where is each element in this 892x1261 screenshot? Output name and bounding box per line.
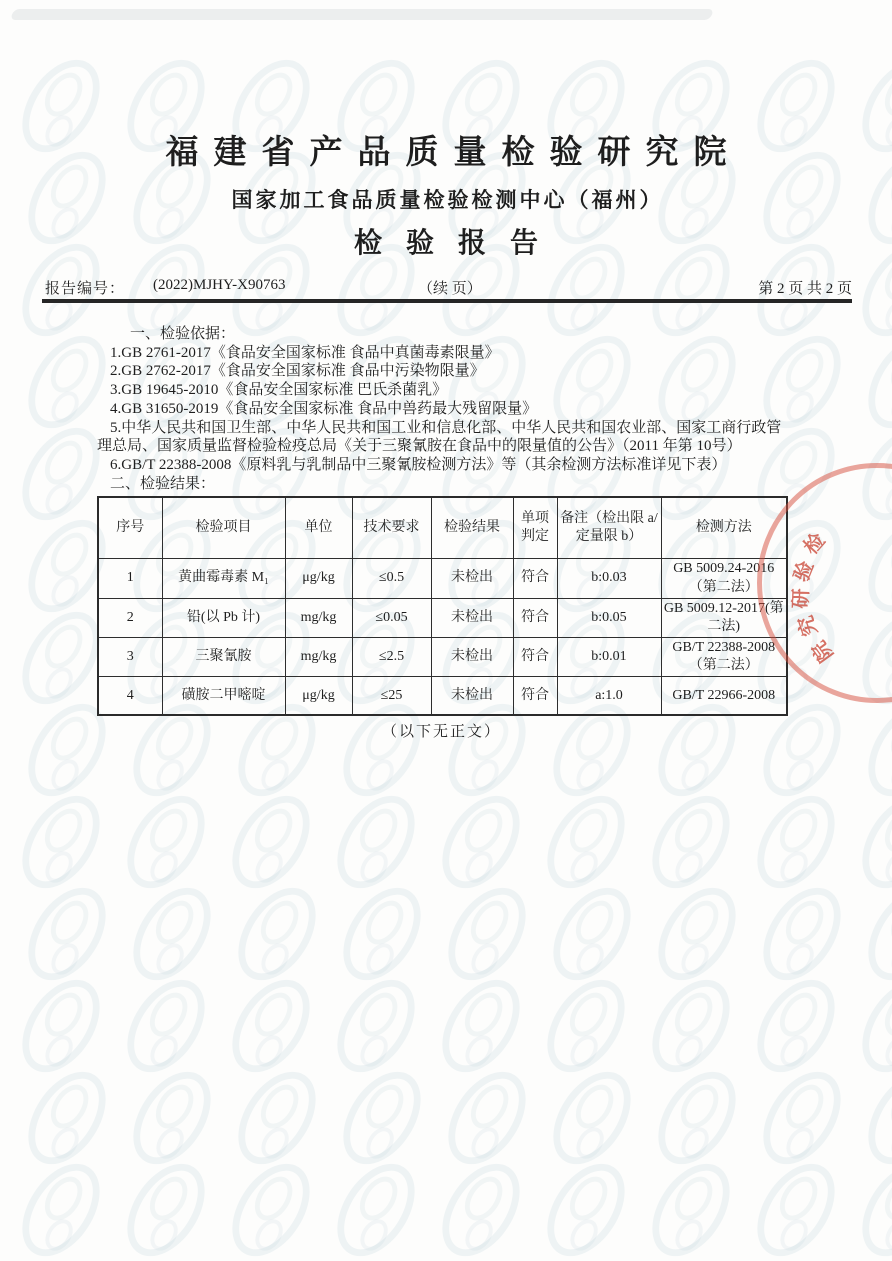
watermark-oval [321,966,430,1086]
scan-artifact [10,9,714,20]
cell-no: 4 [98,677,162,716]
watermark-oval [636,782,745,902]
watermark-oval [426,782,535,902]
cell-no: 3 [98,638,162,677]
watermark-oval [642,1058,751,1178]
watermark-oval [12,874,121,994]
col-header-unit: 单位 [285,497,352,559]
watermark-oval [6,966,115,1086]
cell-remark: b:0.01 [557,638,661,677]
watermark-oval [117,874,226,994]
basis-item-1: 1.GB 2761-2017《食品安全国家标准 食品中真菌毒素限量》 [110,344,500,361]
report-no-value: (2022)MJHY-X90763 [153,277,286,293]
watermark-oval [531,1150,640,1261]
table-header-row [98,497,787,559]
col-header-judgment: 单项判定 [513,497,557,559]
watermark-oval [432,1058,541,1178]
watermark-oval [111,782,220,902]
col-header-no: 序号 [98,497,162,559]
watermark-oval [531,966,640,1086]
cell-requirement: ≤25 [352,677,431,716]
watermark-oval [852,322,892,442]
watermark-oval [747,874,856,994]
institute-name: 福建省产品质量检验研究院 [165,135,742,171]
cell-result: 未检出 [431,559,513,598]
cell-no: 1 [98,559,162,598]
page-number-info: 第 2 页 共 2 页 [758,281,852,297]
watermark-oval [6,782,115,902]
seal-character: 研 [790,588,813,609]
cell-unit: mg/kg [285,638,352,677]
cell-requirement: ≤0.05 [352,598,431,637]
basis-item-5: 5.中华人民共和国卫生部、中华人民共和国工业和信息化部、中华人民共和国农业部、国家工商行政管理总局、国家质量监督检验检疫总局《关于三聚氰胺在食品中的限量值的公告》（2011 年第 10号） [97,419,782,455]
cell-item: 磺胺二甲嘧啶 [162,677,285,716]
cell-unit: mg/kg [285,598,352,637]
watermark-oval [111,1150,220,1261]
watermark-oval [741,966,850,1086]
watermark-oval [846,782,892,902]
cell-result: 未检出 [431,638,513,677]
watermark-oval [852,690,892,810]
table-row [98,677,787,716]
testing-center-name: 国家加工食品质量检验检测中心（福州） [231,188,664,212]
watermark-oval [537,874,646,994]
cell-judgment: 符合 [513,677,557,716]
watermark-oval [12,1058,121,1178]
basis-heading: 一、检验依据： [130,326,236,342]
watermark-oval [741,782,850,902]
watermark-oval [642,874,751,994]
watermark-oval [327,1058,436,1178]
watermark-oval [222,874,331,994]
cell-item: 铅(以 Pb 计) [162,598,285,637]
end-of-text-note: （以下无正文） [381,724,501,741]
table-row [98,638,787,677]
watermark-oval [852,1058,892,1178]
report-no-label: 报告编号： [45,281,126,297]
table-row [98,559,787,598]
watermark-oval [117,1058,226,1178]
basis-item-3: 3.GB 19645-2010《食品安全国家标准 巴氏杀菌乳》 [110,382,448,399]
report-body [97,325,792,742]
watermark-oval [426,1150,535,1261]
watermark-oval [432,874,541,994]
col-header-method: 检测方法 [661,497,787,559]
cell-unit: μg/kg [285,677,352,716]
col-header-result: 检验结果 [431,497,513,559]
watermark-oval [111,966,220,1086]
watermark-oval [852,874,892,994]
basis-item-2: 2.GB 2762-2017《食品安全国家标准 食品中污染物限量》 [110,363,485,380]
header-divider-rule [42,299,852,303]
seal-character: 检 [799,529,830,559]
watermark-oval [6,1150,115,1261]
watermark-oval [321,782,430,902]
watermark-oval [636,1150,745,1261]
basis-item-6: 6.GB/T 22388-2008《原料乳与乳制品中三聚氰胺检测方法》等（其余检测方法标准详见下表） [110,456,727,473]
cell-result: 未检出 [431,598,513,637]
watermark-oval [537,1058,646,1178]
seal-character: 院 [808,636,838,666]
cell-item: 三聚氰胺 [162,638,285,677]
watermark-oval [327,874,436,994]
continued-page-note: （续 页） [418,281,482,297]
col-header-requirement: 技术要求 [352,497,431,559]
cell-method: GB/T 22388-2008（第二法） [661,638,787,677]
cell-judgment: 符合 [513,598,557,637]
cell-judgment: 符合 [513,638,557,677]
col-header-item: 检验项目 [162,497,285,559]
watermark-oval [846,966,892,1086]
results-table [97,496,788,716]
cell-requirement: ≤0.5 [352,559,431,598]
table-row [98,598,787,637]
watermark-oval [216,782,325,902]
watermark-oval [741,1150,850,1261]
cell-method: GB/T 22966-2008 [661,677,787,716]
watermark-oval [426,966,535,1086]
watermark-oval [846,1150,892,1261]
cell-remark: b:0.03 [557,559,661,598]
cell-unit: μg/kg [285,559,352,598]
watermark-oval [531,782,640,902]
cell-judgment: 符合 [513,559,557,598]
report-meta-row [0,277,892,297]
watermark-oval [216,1150,325,1261]
cell-result: 未检出 [431,677,513,716]
basis-item-4: 4.GB 31650-2019《食品安全国家标准 食品中兽药最大残留限量》 [110,400,538,417]
cell-item: 黄曲霉毒素 M₁ [162,559,285,598]
watermark-oval [636,966,745,1086]
results-heading: 二、检验结果： [110,475,216,492]
watermark-oval [216,966,325,1086]
cell-method: GB 5009.24-2016（第二法） [661,559,787,598]
cell-method: GB 5009.12-2017(第二法) [661,598,787,637]
seal-character: 验 [790,558,819,585]
cell-requirement: ≤2.5 [352,638,431,677]
cell-no: 2 [98,598,162,637]
cell-remark: a:1.0 [557,677,661,716]
watermark-oval [222,1058,331,1178]
seal-character: 究 [794,612,822,639]
report-title: 检验报告 [353,228,562,259]
col-header-remark: 备注（检出限 a/定量限 b） [557,497,661,559]
cell-remark: b:0.05 [557,598,661,637]
watermark-oval [747,1058,856,1178]
watermark-oval [321,1150,430,1261]
